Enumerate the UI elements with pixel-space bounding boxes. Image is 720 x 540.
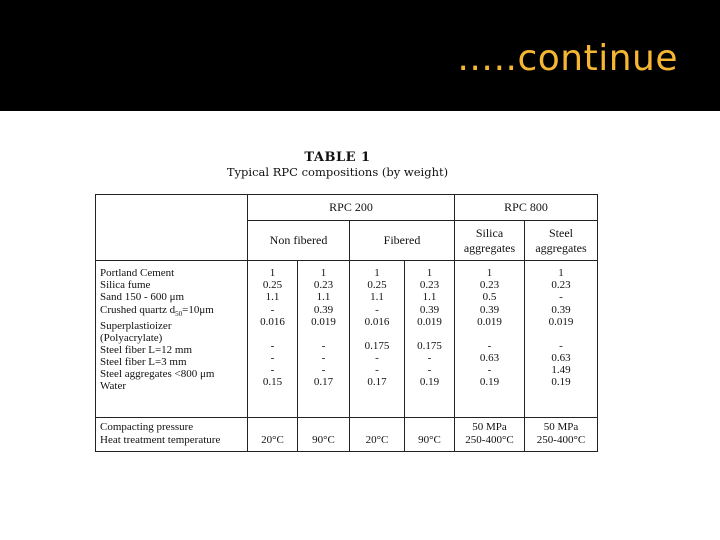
value-cell: 0.17 xyxy=(313,376,334,389)
process-label-pressure: Compacting pressure xyxy=(100,421,194,434)
value-cell: 0.39 xyxy=(479,303,500,316)
value-cell: - xyxy=(270,303,275,316)
value-cell: 0.19 xyxy=(551,376,571,389)
value-cell: 0.016 xyxy=(364,315,390,328)
value-column xyxy=(350,261,405,418)
value-cell: - xyxy=(375,351,379,364)
value-cell: - xyxy=(487,364,492,376)
group-header-rpc200: RPC 200 xyxy=(248,195,455,221)
slide-title: …..continue xyxy=(457,38,678,79)
value-cell: 1 xyxy=(320,267,327,280)
value-cell: 0.23 xyxy=(551,279,571,292)
process-value-cell: 50 MPa xyxy=(472,421,507,434)
process-values xyxy=(298,417,350,451)
value-cell: 1.1 xyxy=(422,291,437,304)
value-cell xyxy=(250,328,295,340)
process-value-cell: 90°C xyxy=(418,434,441,447)
process-values xyxy=(405,417,455,451)
value-cell: - xyxy=(427,351,432,364)
component-label: Crushed quartz $d_{50}=10\mu m$ xyxy=(100,303,214,318)
value-cell: 0.63 xyxy=(479,351,500,364)
value-cell: - xyxy=(321,339,326,352)
value-cell: 0.019 xyxy=(548,315,574,328)
value-cell xyxy=(457,328,522,340)
value-cell: 0.175 xyxy=(417,339,442,352)
process-value-cell: 50 MPa xyxy=(543,421,579,434)
component-label: Silica fume xyxy=(100,279,151,292)
value-cell xyxy=(407,328,452,340)
component-label: Water xyxy=(100,380,126,393)
value-cell: 0.175 xyxy=(364,339,390,352)
value-cell: 1 xyxy=(558,267,564,280)
component-label: Superplastioizer xyxy=(100,319,172,332)
value-cell: - xyxy=(559,291,563,304)
component-label: (Polyacrylate) xyxy=(100,331,163,344)
component-label: Portland Cement xyxy=(100,267,175,280)
sub-header-silica-aggregates: Silica aggregates xyxy=(455,221,525,261)
value-cell: 0.63 xyxy=(551,351,571,364)
value-column xyxy=(248,261,298,418)
value-cell: 1 xyxy=(426,267,433,280)
value-cell: 0.019 xyxy=(417,315,442,328)
value-cell: - xyxy=(321,364,326,376)
value-cell: - xyxy=(375,364,379,376)
process-value-cell: 250-400°C xyxy=(465,434,514,447)
table-number: TABLE 1 xyxy=(304,150,371,165)
value-cell: 0.23 xyxy=(419,279,440,292)
value-cell: 1 xyxy=(269,267,276,280)
value-cell: 0.39 xyxy=(419,303,440,316)
process-value-cell: 90°C xyxy=(312,434,335,447)
value-cell: - xyxy=(487,339,492,352)
process-value-cell: 20°C xyxy=(365,434,389,447)
value-cell: 0.23 xyxy=(479,279,500,292)
value-cell: 0.25 xyxy=(262,279,283,292)
component-label: Sand 150 - 600 μm xyxy=(100,291,185,304)
value-cell: 1.1 xyxy=(265,291,280,304)
value-cell xyxy=(300,328,347,340)
sub-header-steel-aggregates: Steel aggregates xyxy=(525,221,598,261)
value-cell: 0.019 xyxy=(477,315,502,328)
value-cell xyxy=(352,328,402,340)
value-cell: 0.016 xyxy=(260,315,285,328)
value-cell: - xyxy=(270,339,275,352)
process-value-cell xyxy=(250,421,295,434)
value-cell: - xyxy=(270,364,275,376)
group-header-rpc800: RPC 800 xyxy=(455,195,598,221)
value-column xyxy=(525,261,598,418)
value-cell xyxy=(527,328,595,340)
value-cell: 0.25 xyxy=(367,279,387,292)
value-cell: - xyxy=(559,339,563,352)
slide-header-bar xyxy=(0,0,720,111)
value-cell: - xyxy=(321,351,326,364)
component-label: Steel fiber L=12 mm xyxy=(100,344,193,356)
value-cell: - xyxy=(427,364,432,376)
value-cell: 0.17 xyxy=(367,376,387,389)
corner-cell xyxy=(96,195,248,261)
sub-header-non-fibered: Non fibered xyxy=(248,221,350,261)
sub-header-fibered: Fibered xyxy=(350,221,455,261)
value-cell: 1 xyxy=(486,267,493,280)
value-cell: - xyxy=(270,351,275,364)
process-values xyxy=(248,417,298,451)
process-labels xyxy=(96,417,248,451)
process-value-cell xyxy=(407,421,452,434)
value-cell: - xyxy=(375,303,379,316)
value-column xyxy=(455,261,525,418)
value-column xyxy=(405,261,455,418)
composition-table xyxy=(95,194,598,452)
value-cell: 0.019 xyxy=(311,315,336,328)
value-cell: 0.19 xyxy=(479,376,500,389)
value-cell: 1 xyxy=(374,267,380,280)
value-column xyxy=(298,261,350,418)
value-cell: 0.39 xyxy=(551,303,571,316)
process-value-cell: 250-400°C xyxy=(536,434,586,447)
value-cell: 1.1 xyxy=(370,291,384,304)
value-cell: 0.19 xyxy=(419,376,440,389)
component-label: Steel aggregates <800 μm xyxy=(100,368,215,381)
value-cell: 0.15 xyxy=(262,376,283,389)
component-label: Steel fiber L=3 mm xyxy=(100,356,187,369)
value-cell: 1.49 xyxy=(551,364,571,376)
value-cell: 0.39 xyxy=(313,303,334,316)
process-value-cell: 20°C xyxy=(261,434,284,447)
value-cell: 0.23 xyxy=(313,279,334,292)
rpc-composition-table xyxy=(95,194,597,452)
process-value-cell xyxy=(352,421,402,434)
process-values xyxy=(525,417,598,451)
value-cell: 1.1 xyxy=(316,291,331,304)
process-values xyxy=(455,417,525,451)
process-value-cell xyxy=(300,421,347,434)
component-labels xyxy=(96,261,248,418)
process-label-heat: Heat treatment temperature xyxy=(100,434,221,447)
value-cell: 0.5 xyxy=(482,291,497,304)
table-caption: Typical RPC compositions (by weight) xyxy=(226,165,449,179)
process-values xyxy=(350,417,405,451)
